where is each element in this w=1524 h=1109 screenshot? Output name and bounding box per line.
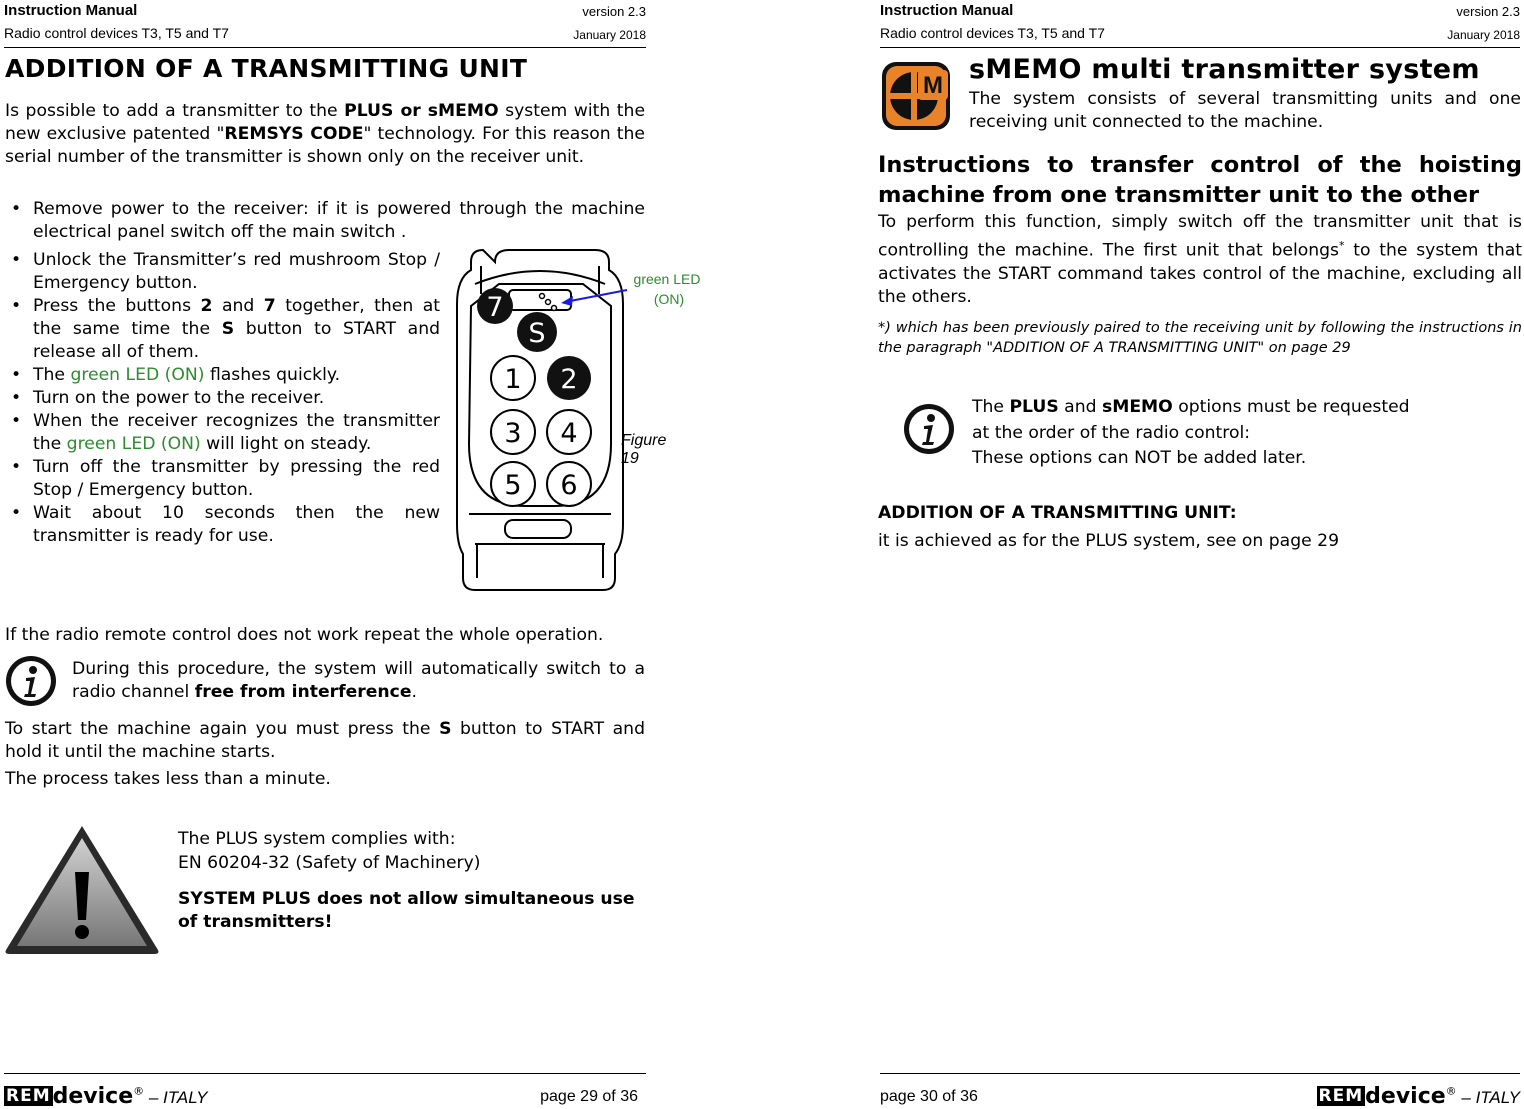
restart-paragraph: To start the machine again you must press the S button to START and hold it until the machine starts.: [5, 719, 645, 762]
key-5-label: 5: [504, 470, 522, 501]
list-item: • Turn off the transmitter by pressing the red Stop / Emergency button.: [5, 456, 440, 502]
warning-line-1: The PLUS system complies with:: [178, 829, 456, 849]
smemo-title: sMEMO multi transmitter system: [969, 54, 1480, 85]
header-subtitle: Radio control devices T3, T5 and T7: [4, 25, 229, 41]
led-dot: [546, 300, 551, 305]
led-arrowhead: [561, 296, 573, 306]
transmitter-figure: [455, 244, 715, 596]
key-7-label: 7: [486, 292, 504, 323]
bullet-list: [5, 249, 440, 548]
led-arrow: [565, 290, 627, 302]
page-number: page 29 of 36: [540, 1088, 638, 1105]
page-footer: [4, 1073, 646, 1109]
led-dot: [540, 294, 545, 299]
key-1-label: 1: [504, 364, 522, 395]
header-title: Instruction Manual: [4, 2, 138, 19]
header-subtitle: Radio control devices T3, T5 and T7: [880, 25, 1105, 41]
header-date: January 2018: [1447, 28, 1520, 42]
warning-icon: [2, 822, 162, 956]
info-icon: [902, 402, 956, 456]
intro-paragraph: Is possible to add a transmitter to the PLUS or sMEMO system with the new exclusive patented "REMSYS CODE" technology. For this reason the serial number of the transmitter is shown only on the receiver unit.: [5, 101, 646, 167]
header-version: version 2.3: [1456, 4, 1520, 19]
key-4-label: 4: [560, 418, 578, 449]
options-note-line-3: These options can NOT be added later.: [972, 448, 1307, 468]
addition-text: it is achieved as for the PLUS system, see on page 29: [878, 531, 1340, 551]
duration-note: The process takes less than a minute.: [5, 769, 331, 789]
right-page: [876, 0, 1524, 1109]
key-s-label: S: [528, 318, 546, 349]
header-title: Instruction Manual: [880, 2, 1014, 19]
key-3-label: 3: [504, 418, 522, 449]
smemo-description: The system consists of several transmitting units and one receiving unit connected to the machine.: [969, 89, 1521, 132]
header-version: version 2.3: [582, 4, 646, 19]
warning-bold: SYSTEM PLUS does not allow simultaneous use of transmitters!: [178, 889, 635, 932]
header-date: January 2018: [573, 28, 646, 42]
key-2-label: 2: [560, 364, 578, 395]
instructions-body: To perform this function, simply switch off the transmitter unit that is controlling the machine. The first unit that belongs* to the system that activates the START command takes control of the machine, excluding all the others.: [878, 212, 1522, 307]
brand-logo: REMdevice® – ITALY: [6, 1084, 208, 1109]
list-item: • Wait about 10 seconds then the new transmitter is ready for use.: [5, 502, 440, 548]
key-6-label: 6: [560, 470, 578, 501]
figure-caption: Figure 19: [621, 432, 667, 467]
led-slot: [509, 290, 571, 310]
page-header: [880, 0, 1520, 48]
list-item: • Unlock the Transmitter’s red mushroom Stop / Emergency button.: [5, 249, 440, 295]
footnote: *) which has been previously paired to the receiving unit by following the instructions in the paragraph "ADDITION OF A TRANSMITTING UNIT" on page 29: [878, 320, 1522, 356]
addition-title: ADDITION OF A TRANSMITTING UNIT:: [878, 503, 1237, 523]
led-label-1: green LED: [633, 271, 701, 287]
smemo-icon-letter: M: [923, 72, 943, 99]
options-note-line-2: at the order of the radio control:: [972, 423, 1251, 443]
page-footer: [880, 1073, 1520, 1109]
section-title: ADDITION OF A TRANSMITTING UNIT: [5, 54, 528, 83]
list-item: • The green LED (ON) flashes quickly.: [5, 364, 440, 387]
led-label-2: (ON): [653, 291, 685, 307]
led-dot: [552, 306, 557, 311]
info-note: During this procedure, the system will automatically switch to a radio channel free from interference.: [72, 659, 645, 702]
smemo-icon: [880, 60, 952, 132]
repeat-note: If the radio remote control does not work repeat the whole operation.: [5, 625, 604, 645]
page-number: page 30 of 36: [880, 1088, 978, 1105]
list-item: • Turn on the power to the receiver.: [5, 387, 440, 410]
list-item: • Remove power to the receiver: if it is powered through the machine electrical panel switch off the main switch .: [5, 198, 645, 244]
list-item: • When the receiver recognizes the transmitter the green LED (ON) will light on steady.: [5, 410, 440, 456]
list-item: • Press the buttons 2 and 7 together, then at the same time the S button to START and release all of them.: [5, 295, 440, 364]
warning-line-2: EN 60204-32 (Safety of Machinery): [178, 853, 481, 873]
bullet-list-top: [5, 198, 645, 244]
info-icon: [4, 654, 58, 708]
bottom-slot: [505, 520, 571, 538]
brand-logo: REMdevice® – ITALY: [1318, 1084, 1520, 1109]
options-note-line-1: The PLUS and sMEMO options must be requested: [972, 397, 1410, 417]
left-page: [0, 0, 701, 1109]
instructions-title: Instructions to transfer control of the hoisting machine from one transmitter unit to the other: [878, 152, 1522, 208]
page-header: [4, 0, 646, 48]
